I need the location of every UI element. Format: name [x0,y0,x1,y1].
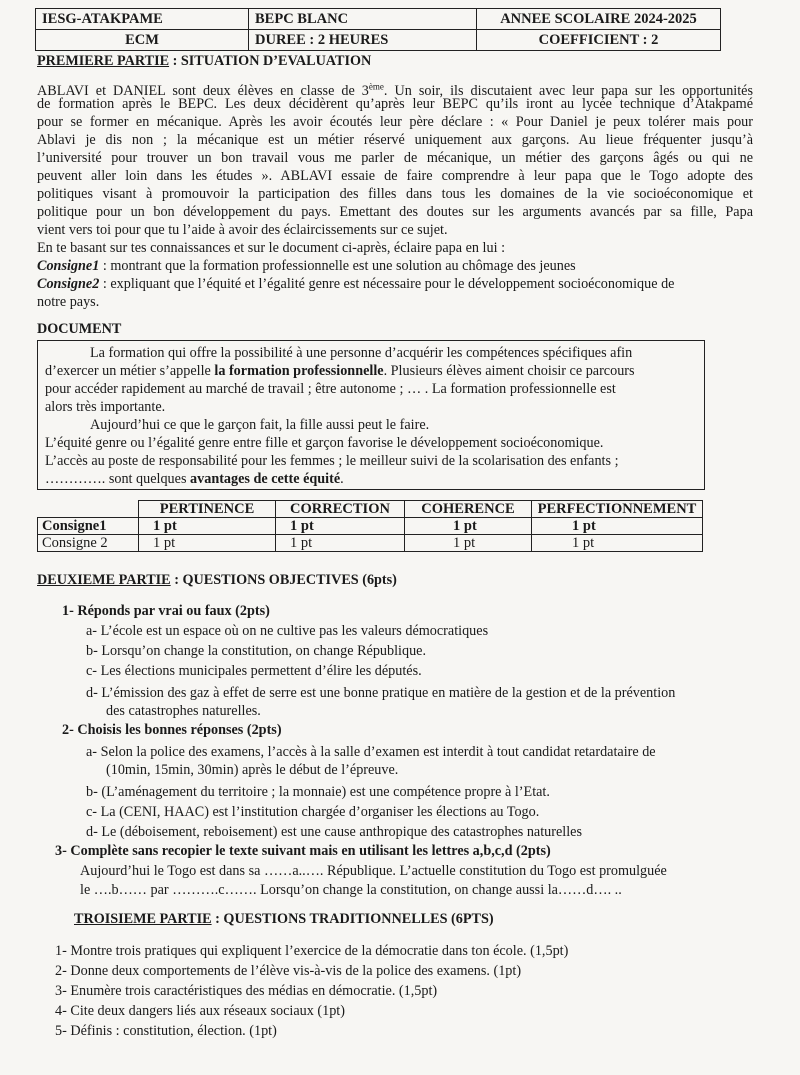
doc-line-8a: …………. sont quelques [45,471,191,487]
document-title: DOCUMENT [37,321,122,337]
school-year: ANNEE SCOLAIRE 2024-2025 [477,9,721,30]
doc-line-2 [45,362,635,380]
doc-line-7: L’accès au poste de responsabilité pour les femmes ; le meilleur suivi de la scolarisation des enfants ; [45,453,619,469]
consigne1-label: Consigne1 [37,258,100,274]
q1-item-b: b- Lorsqu’on change la constitution, on change République. [86,643,427,659]
doc-line-4: alors très importante. [45,399,166,415]
consigne2-label: Consigne2 [37,276,100,292]
grid-row [38,535,703,552]
q1-heading: 1- Réponds par vrai ou faux (2pts) [62,603,270,619]
part1-title-rest: : SITUATION D’EVALUATION [169,53,372,69]
part3-title-rest: : QUESTIONS TRADITIONNELLES (6PTS) [211,911,494,927]
doc-line-6: L’équité genre ou l’égalité genre entre fille et garçon favorise le développement socioéconomique. [45,435,604,451]
grid-cell: 1 pt [276,535,405,552]
q1-item-d: d- L’émission des gaz à effet de serre est une bonne pratique en matière de la gestion et de la prévention [86,685,676,701]
part1-title: PREMIERE PARTIE [37,53,170,69]
situation-line-6: peuvent aller loin dans les études ». ABLAVI essaie de faire comprendre à leur papa que le Togo adopte des [37,168,753,184]
doc-line-5: Aujourd’hui ce que le garçon fait, la fille aussi peut le faire. [90,417,430,433]
grid-cell: 1 pt [405,518,532,535]
consigne2-cont: notre pays. [37,294,100,310]
q2-heading: 2- Choisis les bonnes réponses (2pts) [62,722,282,738]
doc-line-1: La formation qui offre la possibilité à une personne d’acquérir les compétences spécifiques afin [90,345,633,361]
grid-row-label: Consigne 2 [38,535,139,552]
header-table [35,8,721,51]
q2-item-a: a- Selon la police des examens, l’accès à la salle d’examen est interdit à tout candidat retardataire de [86,744,656,760]
doc-line-8 [45,470,344,488]
grid-row [38,518,703,535]
coefficient: COEFFICIENT : 2 [477,30,721,51]
doc-line-2c: . Plusieurs élèves aiment choisir ce parcours [383,363,635,379]
situation-line-10: En te basant sur tes connaissances et sur le document ci-après, éclaire papa en lui : [37,240,506,256]
situation-line-8: politique pour un bon développement du pays. Emettant des doutes sur les arguments avancés par sa fille, Papa [37,204,753,220]
q2-item-b: b- (L’aménagement du territoire ; la monnaie) est une compétence propre à l’Etat. [86,784,550,800]
q3-heading: 3- Complète sans recopier le texte suivant mais en utilisant les lettres a,b,c,d (2pts) [55,843,551,859]
consigne2-text: : expliquant que l’équité et l’égalité genre est nécessaire pour le développement socioéconomique de [99,276,675,292]
part3-item-3: 3- Enumère trois caractéristiques des médias en démocratie. (1,5pt) [55,983,438,999]
q3-line-1: Aujourd’hui le Togo est dans sa ……a..…. République. L’actuelle constitution du Togo est promulguée [80,863,667,879]
grid-header: COHERENCE [405,501,532,518]
doc-line-2a: d’exercer un métier s’appelle [45,363,215,379]
part1-heading [37,52,371,70]
grid-header: CORRECTION [276,501,405,518]
q1-item-a: a- L’école est un espace où on ne cultive pas les valeurs démocratiques [86,623,489,639]
grid-cell: 1 pt [139,535,276,552]
grid-cell: 1 pt [139,518,276,535]
grid-corner [38,501,139,518]
duration: DUREE : 2 HEURES [249,30,477,51]
part2-title-rest: : QUESTIONS OBJECTIVES (6pts) [170,572,397,588]
situation-line-3: pour se former en mécanique. Après les avoir écoutés leur père déclare : « Pour Daniel je peux tolérer mais pour [37,114,753,130]
grid-cell: 1 pt [276,518,405,535]
grid-cell: 1 pt [532,518,703,535]
q2-item-c: c- La (CENI, HAAC) est l’institution chargée d’organiser les élections au Togo. [86,804,540,820]
grid-header: PERFECTIONNEMENT [532,501,703,518]
part3-item-4: 4- Cite deux dangers liés aux réseaux sociaux (1pt) [55,1003,345,1019]
doc-term-equite: avantages de cette équité [190,471,341,487]
consigne1 [37,257,576,275]
situation-line-4: Ablavi je dis non ; la mécanique est un métier réservé uniquement aux garçons. Au lieue fréquenter jusqu’à [37,132,753,148]
situation-line-9: vient vers toi pour que tu l’aide à avoir des éclaircissements sur ce sujet. [37,222,448,238]
grid-cell: 1 pt [405,535,532,552]
situation-line-5: l’université pour trouver un bon travail vous me parler de mécanique, un métier des garçons âgés ou qui ne [37,150,753,166]
doc-line-3: pour accéder rapidement au marché de travail ; être autonome ; … . La formation professionnelle est [45,381,616,397]
grading-grid [37,500,703,552]
part3-item-5: 5- Définis : constitution, élection. (1pt) [55,1023,277,1039]
grid-row-label: Consigne1 [38,518,139,535]
part3-item-2: 2- Donne deux comportements de l’élève vis-à-vis de la police des examens. (1pt) [55,963,522,979]
q2-item-a-cont: (10min, 15min, 30min) après le début de l’épreuve. [106,762,399,778]
situation-line-1-text: ABLAVI et DANIEL sont deux élèves en classe de 3ème. Un soir, ils discutaient avec leur papa sur les opportunités [37,81,753,99]
part3-heading [74,910,494,928]
grid-cell: 1 pt [532,535,703,552]
situation-line-2: de formation après le BEPC. Les deux décidèrent qu’après leur BEPC qu’ils iront au lycée technique d’Atakpamé [37,96,753,112]
subject: ECM [36,30,249,51]
exam-name: BEPC BLANC [249,9,477,30]
q1-item-c: c- Les élections municipales permettent d’élire les députés. [86,663,422,679]
grid-header: PERTINENCE [139,501,276,518]
school-name: IESG-ATAKPAME [36,9,249,30]
part3-item-1: 1- Montre trois pratiques qui expliquent l’exercice de la démocratie dans ton école. (1,5pt) [55,943,569,959]
doc-term-formation: la formation professionnelle [214,363,384,379]
consigne1-text: : montrant que la formation professionnelle est une solution au chômage des jeunes [99,258,576,274]
consigne2 [37,275,753,293]
part2-heading [37,571,397,589]
q2-item-d: d- Le (déboisement, reboisement) est une cause anthropique des catastrophes naturelles [86,824,582,840]
part3-title: TROISIEME PARTIE [74,911,212,927]
q3-line-2: le ….b…… par ……….c……. Lorsqu’on change la constitution, on change aussi la……d…. .. [80,882,622,898]
situation-line-7: politiques visant à promouvoir la participation des filles dans tous les domaines de la vie socioéconomique et [37,186,753,202]
doc-line-8c: . [340,471,344,487]
part2-title: DEUXIEME PARTIE [37,572,171,588]
q1-item-d-cont: des catastrophes naturelles. [106,703,261,719]
